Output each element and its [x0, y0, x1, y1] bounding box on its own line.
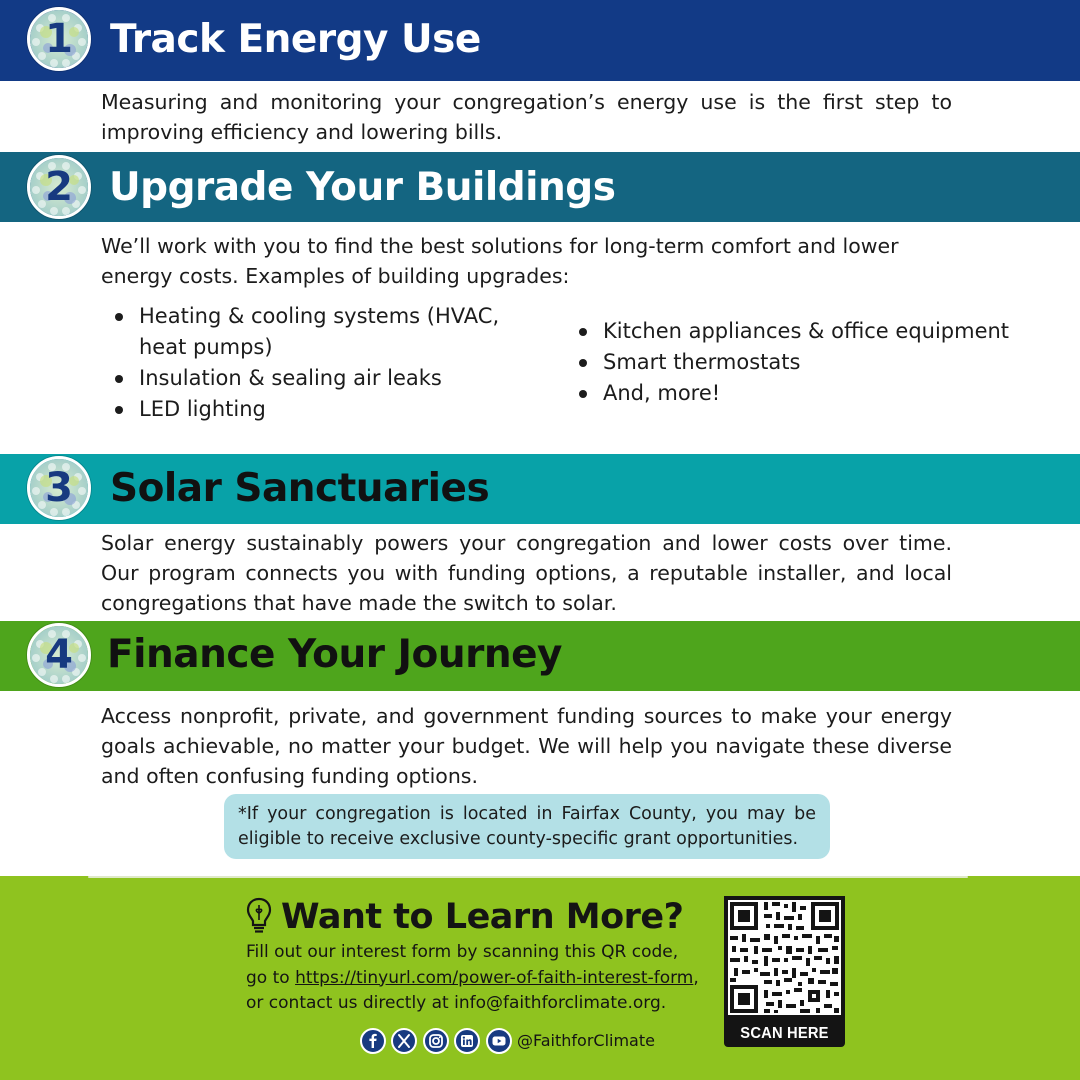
- social-handle: @FaithforClimate: [517, 1031, 655, 1050]
- section-4-body: Access nonprofit, private, and government funding sources to make your energy goals achievable, no matter your budget. We will help you navigate these diverse and often confusing funding options.: [101, 704, 952, 788]
- badge-number: 1: [45, 16, 73, 62]
- linkedin-icon[interactable]: [454, 1028, 480, 1054]
- footer-body: [246, 940, 699, 1017]
- instagram-icon[interactable]: [423, 1028, 449, 1054]
- footer-line-3: or contact us directly at info@faithforclimate.org.: [246, 993, 667, 1013]
- list-item: And, more!: [565, 378, 1025, 409]
- badge-number: 2: [45, 164, 73, 210]
- badge-number: 3: [45, 465, 73, 511]
- section-title: Upgrade Your Buildings: [109, 165, 616, 210]
- section-4-header: [0, 621, 1080, 691]
- section-title: Finance Your Journey: [107, 632, 562, 677]
- interest-form-link[interactable]: https://tinyurl.com/power-of-faith-interest-form: [295, 967, 694, 988]
- section-2-body: We’ll work with you to find the best solutions for long-term comfort and lower energy costs. Examples of building upgrades:: [101, 234, 899, 288]
- section-title: Track Energy Use: [110, 17, 481, 62]
- footer-line-2-prefix: go to: [246, 967, 296, 988]
- lightbulb-icon: [245, 896, 273, 936]
- number-badge-2: [27, 155, 91, 219]
- section-title: Solar Sanctuaries: [110, 466, 490, 511]
- footer-line-2-suffix: ,: [693, 967, 699, 988]
- section-3-header: [0, 454, 1080, 524]
- badge-number: 4: [45, 632, 73, 678]
- facebook-icon[interactable]: [360, 1028, 386, 1054]
- footer: [0, 876, 1080, 1080]
- fairfax-note: *If your congregation is located in Fairfax County, you may be eligible to receive exclusive county-specific grant opportunities.: [224, 794, 830, 859]
- section-3-body: Solar energy sustainably powers your congregation and lower costs over time. Our program connects you with funding options, a reputable installer, and local congregations that have made the switch to solar.: [101, 531, 952, 615]
- footer-heading: Want to Learn More?: [281, 897, 684, 937]
- upgrade-list-right: [565, 316, 1025, 409]
- qr-code-icon: [724, 896, 845, 1021]
- number-badge-4: [27, 623, 91, 687]
- number-badge-1: [27, 7, 91, 71]
- qr-code[interactable]: [724, 896, 845, 1047]
- section-1-body: Measuring and monitoring your congregation’s energy use is the first step to improving efficiency and lowering bills.: [101, 90, 952, 144]
- list-item: Smart thermostats: [565, 347, 1025, 378]
- footer-line-1: Fill out our interest form by scanning this QR code,: [246, 942, 679, 962]
- divider: [88, 876, 968, 878]
- x-icon[interactable]: [391, 1028, 417, 1054]
- section-1-header: [0, 0, 1080, 81]
- list-item: Kitchen appliances & office equipment: [565, 316, 1025, 347]
- list-item: LED lighting: [101, 394, 521, 425]
- upgrade-list-left: [101, 301, 521, 425]
- number-badge-3: [27, 456, 91, 520]
- list-item: Insulation & sealing air leaks: [101, 363, 521, 394]
- list-item: Heating & cooling systems (HVAC, heat pumps): [101, 301, 521, 363]
- section-2-header: [0, 152, 1080, 222]
- footer-line-2: [246, 966, 699, 992]
- youtube-icon[interactable]: [486, 1028, 512, 1054]
- scan-here-label: SCAN HERE: [740, 1025, 829, 1042]
